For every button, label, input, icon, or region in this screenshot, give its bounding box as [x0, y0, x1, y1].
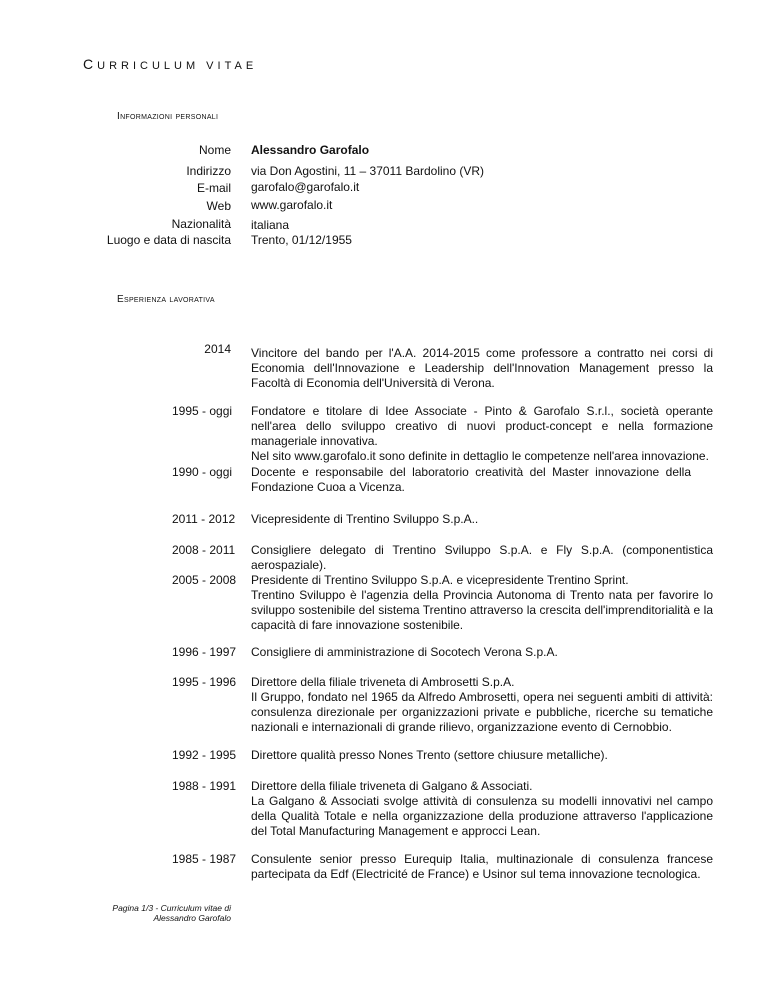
experience-line: Presidente di Trentino Sviluppo S.p.A. e vicepresidente Trentino Sprint.	[251, 573, 629, 587]
document-title-initial: C	[83, 56, 98, 72]
experience-period: 1992 - 1995	[172, 748, 237, 762]
experience-line: Il Gruppo, fondato nel 1965 da Alfredo Ambrosetti, opera nei seguenti ambiti di attività: consulenza direzionale per organizzazioni private e pubbliche, ricerche su tematiche nazionali e internazionali di grande rilievo, organizzazione evento di Cernobbio.	[251, 690, 713, 734]
experience-line: Consigliere di amministrazione di Socotech Verona S.p.A.	[251, 645, 558, 659]
experience-line: Direttore qualità presso Nones Trento (settore chiusure metalliche).	[251, 748, 608, 762]
experience-description	[251, 852, 713, 882]
experience-line: Vicepresidente di Trentino Sviluppo S.p.A..	[251, 512, 479, 526]
field-value-birth: Trento, 01/12/1955	[251, 233, 352, 247]
field-label-web: Web	[206, 199, 231, 213]
field-label-address: Indirizzo	[186, 164, 231, 178]
field-value-address: via Don Agostini, 11 – 37011 Bardolino (VR)	[251, 164, 485, 178]
experience-description	[251, 573, 713, 633]
field-value-name: Alessandro Garofalo	[251, 143, 370, 157]
experience-period: 1988 - 1991	[172, 779, 237, 793]
experience-description	[251, 512, 713, 527]
experience-description	[251, 346, 713, 391]
experience-line: Consigliere delegato di Trentino Sviluppo S.p.A. e Fly S.p.A. (componentistica aerospaziale).	[251, 543, 713, 572]
experience-description	[251, 675, 713, 735]
experience-line: Nel sito www.garofalo.it sono definite in dettaglio le competenze nell'area innovazione.	[251, 449, 709, 463]
experience-period: 2005 - 2008	[172, 573, 237, 587]
experience-period: 1985 - 1987	[172, 852, 237, 866]
experience-description	[251, 748, 713, 763]
experience-description	[251, 779, 713, 839]
experience-line: Docente e responsabile del laboratorio creatività del Master innovazione della Fondazione Cuoa a Vicenza.	[251, 465, 691, 494]
experience-line: Vincitore del bando per l'A.A. 2014-2015 come professore a contratto nei corsi di Economia dell'Innovazione e Leadership dell'Innovation Management presso la Facoltà di Economia dell'Università di Verona.	[251, 346, 713, 390]
page-footer	[112, 903, 231, 923]
experience-period: 1996 - 1997	[172, 645, 237, 659]
experience-period: 1990 - oggi	[172, 465, 233, 479]
field-label-email: E-mail	[196, 181, 231, 195]
field-value-web[interactable]: www.garofalo.it	[251, 198, 333, 212]
experience-period: 2008 - 2011	[172, 543, 236, 557]
field-label-nationality: Nazionalità	[171, 217, 231, 231]
field-value-email[interactable]: garofalo@garofalo.it	[251, 180, 360, 194]
experience-line: Trentino Sviluppo è l'agenzia della Provincia Autonoma di Trento nata per favorire lo sviluppo sostenibile del sistema Trentino attraverso la crescita dell'imprenditorialità e la capacità di fare innovazione sostenibile.	[251, 588, 713, 632]
experience-description	[251, 645, 713, 660]
document-title-rest: URRICULUM VITAE	[97, 60, 258, 72]
section-title-personal: Informazioni personali	[117, 111, 219, 122]
experience-period: 1995 - oggi	[172, 404, 233, 418]
footer-line: Alessandro Garofalo	[153, 913, 231, 923]
experience-line: Fondatore e titolare di Idee Associate - Pinto & Garofalo S.r.l., società operante nell'area dello sviluppo creativo di nuovi product-concept e nella formazione manageriale innovativa.	[251, 404, 713, 448]
experience-period: 1995 - 1996	[172, 675, 237, 689]
experience-line: La Galgano & Associati svolge attività di consulenza su modelli innovativi nel campo della Qualità Totale e nella organizzazione della produzione attraverso l'applicazione del Total Manufacturing Management e approcci Lean.	[251, 794, 713, 838]
experience-description	[251, 543, 713, 573]
document-title	[83, 56, 257, 72]
experience-line: Direttore della filiale triveneta di Galgano & Associati.	[251, 779, 533, 793]
experience-line: Direttore della filiale triveneta di Ambrosetti S.p.A.	[251, 675, 515, 689]
experience-period: 2011 - 2012	[172, 512, 236, 526]
footer-line: Pagina 1/3 - Curriculum vitae di	[112, 903, 231, 913]
experience-description	[251, 465, 691, 495]
section-title-experience: Esperienza lavorativa	[117, 294, 215, 305]
experience-period: 2014	[204, 342, 231, 356]
experience-description	[251, 404, 713, 464]
field-label-birth: Luogo e data di nascita	[106, 233, 231, 247]
field-label-name: Nome	[198, 143, 231, 157]
experience-line: Consulente senior presso Eurequip Italia, multinazionale di consulenza francese partecipata da Edf (Electricité de France) e Usinor sul tema innovazione tecnologica.	[251, 852, 713, 881]
field-value-nationality: italiana	[251, 218, 290, 232]
